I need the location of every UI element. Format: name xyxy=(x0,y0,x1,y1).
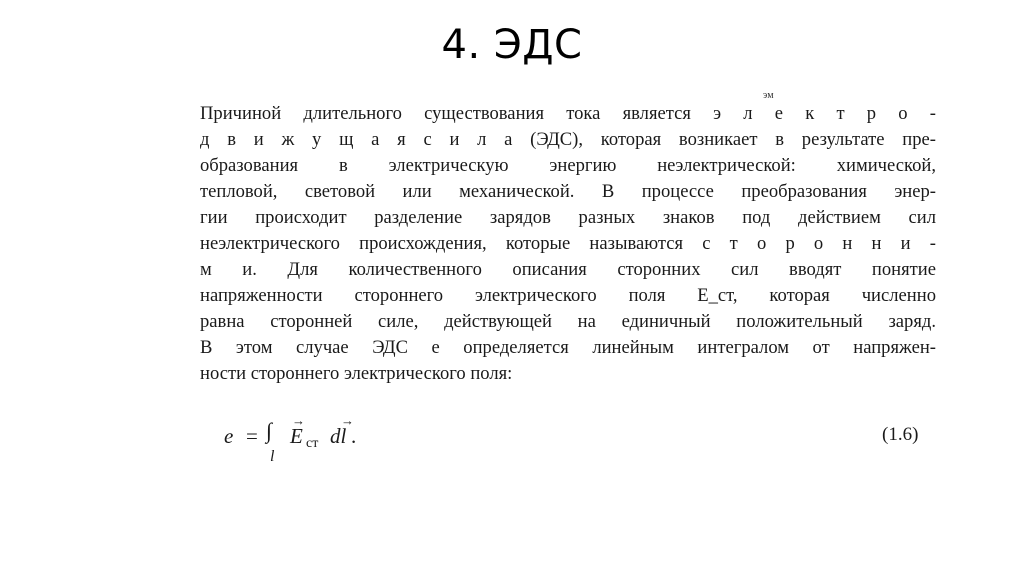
paragraph-line-11: ности стороннего электрического поля: xyxy=(200,363,513,384)
scan-artifact-mark: эм xyxy=(763,90,774,101)
paragraph-line-4: тепловой, световой или механической. В процессе преобразования энер- xyxy=(200,181,936,202)
paragraph-line-10: В этом случае ЭДС e определяется линейным интегралом от напряжен- xyxy=(200,337,936,358)
slide-title: 4. ЭДС xyxy=(441,22,583,68)
paragraph-line-8: напряженности стороннего электрического поля E_ст, которая численно xyxy=(200,285,936,306)
paragraph-line-1: Причиной длительного существования тока является э л е к т р о - xyxy=(200,103,936,124)
paragraph-line-6: неэлектрического происхождения, которые называются с т о р о н н и - xyxy=(200,233,936,254)
integral-limit: l xyxy=(270,448,275,465)
paragraph-line-3: образования в электрическую энергию неэлектрической: химической, xyxy=(200,155,936,176)
differential: dl xyxy=(330,424,347,448)
formula-dot: . xyxy=(351,424,357,448)
paragraph-line-9: равна сторонней силе, действующей на единичный положительный заряд. xyxy=(200,311,936,332)
scanned-text-block xyxy=(200,90,940,476)
vector-arrow-icon: → xyxy=(292,413,305,428)
vector-arrow-icon: → xyxy=(341,413,354,428)
formula-equals: = xyxy=(246,424,258,448)
paragraph-line-2: д в и ж у щ а я с и л а (ЭДС), которая возникает в результате пре- xyxy=(200,129,936,150)
paragraph-line-7: м и. Для количественного описания сторонних сил вводят понятие xyxy=(200,259,936,280)
field-subscript: ст xyxy=(306,436,319,451)
emf-formula xyxy=(200,414,940,474)
paragraph-line-5: гии происходит разделение зарядов разных знаков под действием сил xyxy=(200,207,936,228)
integral-sign: ∫ xyxy=(266,418,273,443)
formula-lhs: e xyxy=(224,424,234,448)
equation-number: (1.6) xyxy=(882,424,919,445)
field-symbol: E xyxy=(290,424,303,448)
